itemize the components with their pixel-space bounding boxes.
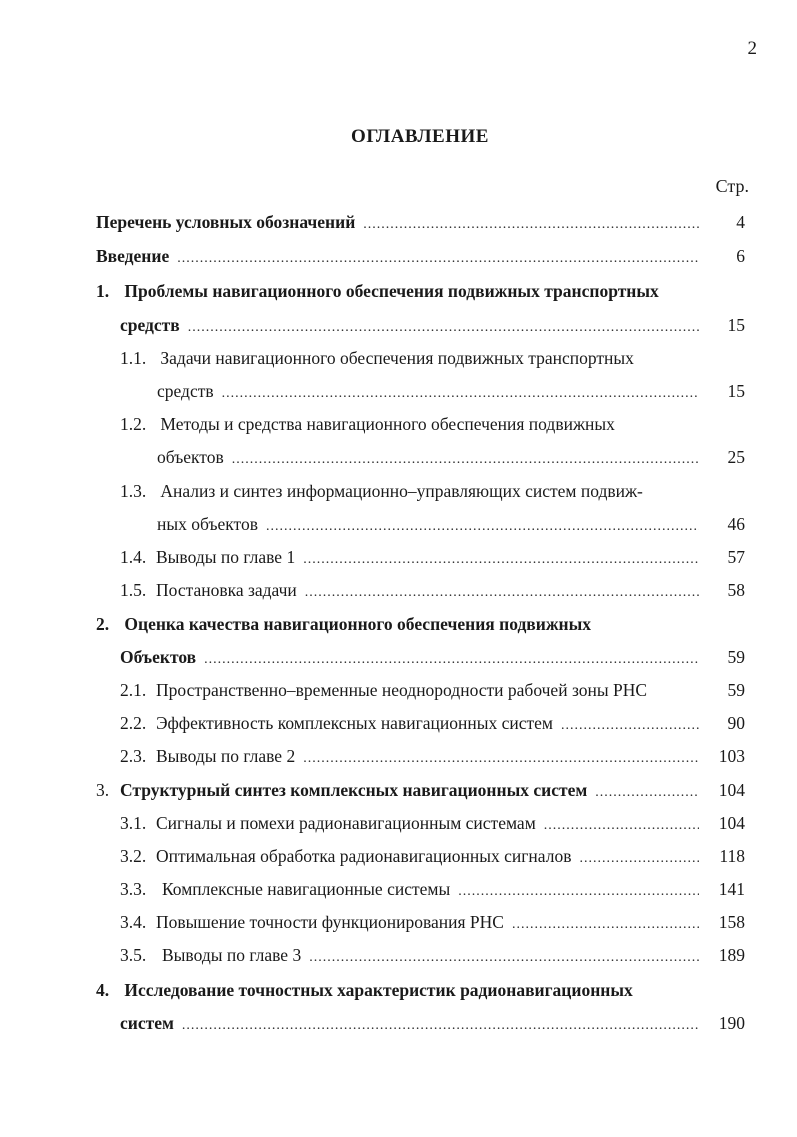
toc-entry-1-4[interactable]: [120, 547, 745, 568]
toc-entry-number: 3.1.: [120, 813, 147, 833]
dot-leader: [188, 320, 699, 336]
dot-leader: [512, 917, 699, 933]
toc-entry-text: Оценка качества навигационного обеспечения подвижных: [124, 614, 592, 634]
page-number: 2: [747, 38, 757, 59]
dot-leader: [232, 452, 699, 468]
toc-entry-page: 6: [736, 246, 745, 266]
toc-entry-text: Структурный синтез комплексных навигационных систем: [120, 780, 588, 800]
toc-entry-text: средств: [157, 381, 214, 401]
toc-entry-page: 4: [736, 212, 745, 232]
toc-entry-text: Выводы по главе 2: [156, 746, 296, 766]
toc-entry-number: 3.5.: [120, 945, 147, 965]
toc-entry-chapter-1-cont[interactable]: [120, 315, 745, 336]
toc-entry-page: 118: [719, 846, 745, 866]
toc-entry-number: 1.1.: [120, 348, 147, 368]
toc-entry-text: Пространственно–временные неоднородности рабочей зоны РНС: [156, 680, 648, 700]
toc-entry-chapter-2[interactable]: [96, 614, 591, 635]
toc-entry-page: 141: [718, 879, 745, 899]
toc-entry-number: 1.3.: [120, 481, 147, 501]
toc-entry-text: Оптимальная обработка радионавигационных сигналов: [156, 846, 572, 866]
dot-leader: [182, 1018, 699, 1034]
toc-entry-page: 59: [727, 680, 745, 700]
toc-entry-text: Комплексные навигационные системы: [162, 879, 451, 899]
toc-entry-number: 3.3.: [120, 879, 147, 899]
toc-entry-number: 1.5.: [120, 580, 147, 600]
toc-entry-page: 189: [718, 945, 745, 965]
toc-entry-text: Выводы по главе 3: [162, 945, 302, 965]
toc-entry-page: 104: [718, 780, 745, 800]
toc-entry-introduction[interactable]: [96, 246, 745, 267]
toc-entry-chapter-2-cont[interactable]: [120, 647, 745, 668]
toc-entry-text: средств: [120, 315, 180, 335]
toc-entry-3-2[interactable]: [120, 846, 745, 867]
toc-entry-page: 190: [718, 1013, 745, 1033]
toc-entry-text: Введение: [96, 246, 170, 266]
dot-leader: [303, 751, 699, 767]
toc-entry-1-3-cont[interactable]: [157, 514, 745, 535]
toc-entry-2-1[interactable]: [120, 680, 745, 701]
toc-entry-page: 59: [727, 647, 745, 667]
toc-entry-number: 2.: [96, 614, 110, 634]
toc-entry-text: Проблемы навигационного обеспечения подвижных транспортных: [124, 281, 659, 301]
dot-leader: [266, 519, 699, 535]
toc-entry-number: 1.4.: [120, 547, 147, 567]
dot-leader: [177, 251, 699, 267]
page-title: ОГЛАВЛЕНИЕ: [351, 126, 489, 147]
toc-entry-3-4[interactable]: [120, 912, 745, 933]
toc-entry-page: 57: [727, 547, 745, 567]
toc-entry-2-2[interactable]: [120, 713, 745, 734]
toc-entry-number: 4.: [96, 980, 110, 1000]
toc-entry-1-2[interactable]: [120, 414, 615, 435]
dot-leader: [458, 884, 699, 900]
toc-entry-page: 90: [727, 713, 745, 733]
toc-entry-text: Задачи навигационного обеспечения подвижных транспортных: [160, 348, 634, 368]
toc-entry-chapter-4[interactable]: [96, 980, 633, 1001]
toc-entry-text: Исследование точностных характеристик радионавигационных: [124, 980, 633, 1000]
toc-entry-number: 3.4.: [120, 912, 147, 932]
toc-entry-number: 3.: [96, 780, 110, 800]
dot-leader: [303, 552, 699, 568]
toc-entry-1-1-cont[interactable]: [157, 381, 745, 402]
toc-entry-text: Объектов: [120, 647, 197, 667]
dot-leader: [305, 585, 699, 601]
toc-entry-text: Методы и средства навигационного обеспечения подвижных: [160, 414, 615, 434]
toc-entry-text: Выводы по главе 1: [156, 547, 296, 567]
toc-entry-number: 2.1.: [120, 680, 147, 700]
toc-entry-1-1[interactable]: [120, 348, 634, 369]
toc-entry-3-3[interactable]: [120, 879, 745, 900]
toc-entry-text: Сигналы и помехи радионавигационным системам: [156, 813, 536, 833]
toc-entry-1-5[interactable]: [120, 580, 745, 601]
toc-entry-3-5[interactable]: [120, 945, 745, 966]
dot-leader: [204, 652, 699, 668]
toc-entry-chapter-4-cont[interactable]: [120, 1013, 745, 1034]
toc-entry-text: Перечень условных обозначений: [96, 212, 356, 232]
toc-entry-page: 15: [727, 315, 745, 335]
toc-entry-number: 1.2.: [120, 414, 147, 434]
dot-leader: [579, 851, 699, 867]
toc-entry-text: Анализ и синтез информационно–управляющих систем подвиж-: [160, 481, 643, 501]
toc-entry-text: Эффективность комплексных навигационных систем: [156, 713, 554, 733]
toc-entry-page: 15: [727, 381, 745, 401]
toc-entry-text: объектов: [157, 447, 224, 467]
dot-leader: [363, 217, 699, 233]
toc-entry-abbreviations[interactable]: [96, 212, 745, 233]
toc-entry-page: 58: [727, 580, 745, 600]
toc-entry-page: 104: [718, 813, 745, 833]
dot-leader: [309, 950, 699, 966]
dot-leader: [561, 718, 699, 734]
toc-entry-page: 103: [718, 746, 745, 766]
toc-entry-page: 158: [718, 912, 745, 932]
page-column-label: Стр.: [715, 176, 749, 196]
toc-entry-chapter-1[interactable]: [96, 281, 659, 302]
toc-entry-text: Повышение точности функционирования РНС: [156, 912, 504, 932]
toc-entry-2-3[interactable]: [120, 746, 745, 767]
toc-entry-page: 46: [727, 514, 745, 534]
toc-entry-chapter-3[interactable]: [96, 780, 745, 801]
toc-entry-number: 2.3.: [120, 746, 147, 766]
toc-entry-3-1[interactable]: [120, 813, 745, 834]
toc-entry-number: 2.2.: [120, 713, 147, 733]
toc-entry-text: систем: [120, 1013, 174, 1033]
toc-entry-text: ных объектов: [157, 514, 258, 534]
toc-entry-page: 25: [727, 447, 745, 467]
toc-entry-1-2-cont[interactable]: [157, 447, 745, 468]
dot-leader: [544, 818, 699, 834]
toc-entry-number: 1.: [96, 281, 110, 301]
toc-entry-1-3[interactable]: [120, 481, 643, 502]
dot-leader: [595, 785, 699, 801]
dot-leader: [222, 386, 699, 402]
toc-entry-text: Постановка задачи: [156, 580, 297, 600]
toc-entry-number: 3.2.: [120, 846, 147, 866]
